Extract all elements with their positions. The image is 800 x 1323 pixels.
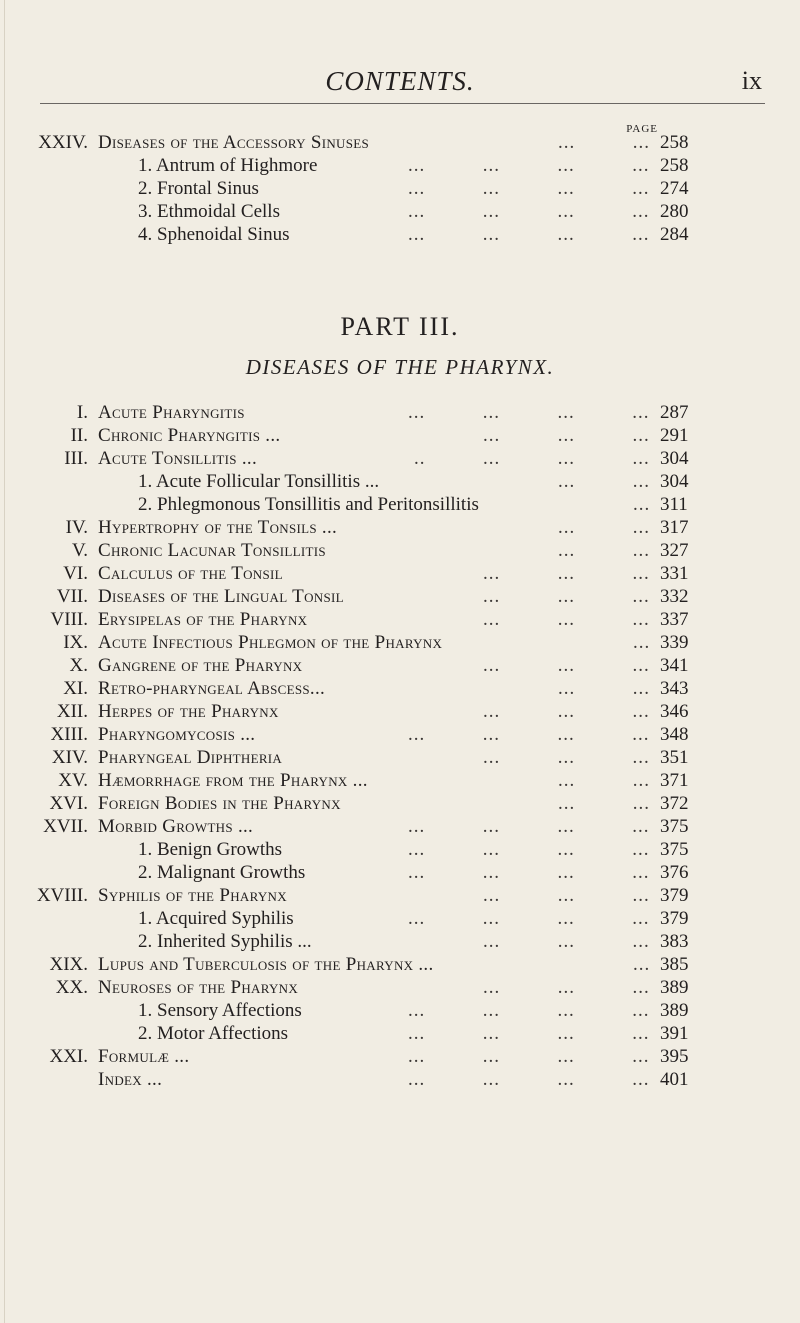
page-number: 379 [660,885,689,906]
chapter-title: Diseases of the Accessory Sinuses [98,132,370,153]
chapter-title: Erysipelas of the Pharynx [98,609,308,630]
section-title: 2. Frontal Sinus [138,178,259,199]
leader-dots: ... ... [558,793,650,814]
page-number: 385 [660,954,689,975]
chapter-title: Herpes of the Pharynx [98,701,279,722]
chapter-number: II. [70,425,88,446]
page-number: 304 [660,471,689,492]
page-number: 287 [660,402,689,423]
leader-dots: ... [633,494,651,515]
leader-dots: ... ... ... [483,977,650,998]
page-number: 391 [660,1023,689,1044]
chapter-number: IV. [65,517,88,538]
toc-entry [0,224,800,250]
page-number: 341 [660,655,689,676]
chapter-title: Acute Pharyngitis [98,402,245,423]
page-number: 372 [660,793,689,814]
chapter-number: XIV. [51,747,88,768]
section-title: 1. Acquired Syphilis [138,908,294,929]
page-number: 327 [660,540,689,561]
chapter-title: Hæmorrhage from the Pharynx ... [98,770,368,791]
chapter-number: XXIV. [38,132,88,153]
section-title: 2. Phlegmonous Tonsillitis and Peritonsillitis [138,494,479,515]
page-number: 311 [660,494,688,515]
leader-dots: ... ... ... [483,885,650,906]
leader-dots: ... ... ... ... [408,178,650,199]
leader-dots: ... [633,954,651,975]
chapter-number: VI. [63,563,88,584]
running-header-title: CONTENTS. [325,66,475,96]
chapter-number: XI. [63,678,88,699]
leader-dots: ... ... ... ... [408,402,650,423]
chapter-number: V. [71,540,88,561]
page-number: 346 [660,701,689,722]
leader-dots: ... ... ... ... [408,816,650,837]
page-number: 389 [660,1000,689,1021]
leader-dots: ... ... [558,471,650,492]
page-number: 274 [660,178,689,199]
chapter-title: Acute Tonsillitis ... [98,448,258,469]
chapter-title: Retro-pharyngeal Abscess... [98,678,326,699]
section-title: 1. Sensory Affections [138,1000,302,1021]
section-title: 1. Antrum of Highmore [138,155,318,176]
chapter-title: Morbid Growths ... [98,816,254,837]
page-number: 383 [660,931,689,952]
leader-dots: ... ... ... [483,425,650,446]
page-number: 258 [660,132,689,153]
leader-dots: ... ... ... ... [408,1069,650,1090]
part-heading: PART III. [340,312,460,341]
leader-dots: ... ... ... ... [408,1000,650,1021]
chapter-title: Gangrene of the Pharynx [98,655,303,676]
chapter-title: Formulæ ... [98,1046,190,1067]
chapter-title: Chronic Lacunar Tonsillitis [98,540,326,561]
leader-dots: ... ... [558,540,650,561]
page-column-label: PAGE [626,123,658,135]
leader-dots: ... ... ... ... [408,224,650,245]
page-number: 389 [660,977,689,998]
section-title: 3. Ethmoidal Cells [138,201,280,222]
page-number: 284 [660,224,689,245]
page-number: 343 [660,678,689,699]
toc-entry [0,1069,800,1095]
chapter-title: Acute Infectious Phlegmon of the Pharynx [98,632,443,653]
page-number: 332 [660,586,689,607]
page-number: 379 [660,908,689,929]
page-number: 331 [660,563,689,584]
chapter-number: XX. [55,977,88,998]
header-rule [40,103,765,104]
leader-dots: ... ... ... ... [408,839,650,860]
leader-dots: ... ... ... [483,931,650,952]
section-title: 1. Benign Growths [138,839,283,860]
leader-dots: ... [633,632,651,653]
section-title: 4. Sphenoidal Sinus [138,224,290,245]
chapter-title: Foreign Bodies in the Pharynx [98,793,341,814]
page-number: 304 [660,448,689,469]
page-number: 291 [660,425,689,446]
chapter-number: VIII. [50,609,88,630]
section-title: 2. Malignant Growths [138,862,306,883]
chapter-number: XIX. [49,954,88,975]
chapter-number: I. [76,402,88,423]
chapter-title: Syphilis of the Pharynx [98,885,287,906]
leader-dots: ... ... ... ... [408,201,650,222]
page-number: 375 [660,839,689,860]
chapter-title: Pharyngomycosis ... [98,724,256,745]
leader-dots: ... ... ... ... [408,155,650,176]
page-number: 337 [660,609,689,630]
chapter-number: III. [64,448,88,469]
chapter-title: Calculus of the Tonsil [98,563,283,584]
part-subheading: DISEASES OF THE PHARYNX. [245,355,555,379]
chapter-number: VII. [56,586,88,607]
leader-dots: ... ... [558,132,650,153]
leader-dots: ... ... ... ... [408,908,650,929]
leader-dots: ... ... ... [483,586,650,607]
page-number: 375 [660,816,689,837]
page-number: 339 [660,632,689,653]
chapter-title: Chronic Pharyngitis ... [98,425,281,446]
leader-dots: ... ... ... [483,701,650,722]
leader-dots: ... ... [558,770,650,791]
leader-dots: ... ... ... ... [408,862,650,883]
section-title: 2. Inherited Syphilis ... [138,931,312,952]
chapter-number: IX. [63,632,88,653]
leader-dots: ... ... ... ... [408,1046,650,1067]
page-number: 258 [660,155,689,176]
chapter-number: X. [69,655,88,676]
page-number: 376 [660,862,689,883]
chapter-number: XV. [58,770,88,791]
section-title: 2. Motor Affections [138,1023,289,1044]
leader-dots: ... ... [558,678,650,699]
chapter-number: XVII. [43,816,88,837]
leader-dots: ... ... ... [483,609,650,630]
page-number: 348 [660,724,689,745]
chapter-number: XXI. [49,1046,88,1067]
leader-dots: ... ... ... [483,655,650,676]
chapter-title: Neuroses of the Pharynx [98,977,299,998]
page-number: 317 [660,517,689,538]
chapter-number: XIII. [50,724,88,745]
chapter-title: Diseases of the Lingual Tonsil [98,586,344,607]
leader-dots: .. ... ... ... [414,448,650,469]
chapter-number: XVIII. [36,885,88,906]
chapter-number: XII. [56,701,88,722]
chapter-title: Pharyngeal Diphtheria [98,747,283,768]
running-header-page-number: ix [741,66,762,95]
page-number: 395 [660,1046,689,1067]
chapter-number: XVI. [49,793,88,814]
page-number: 351 [660,747,689,768]
leader-dots: ... ... ... ... [408,724,650,745]
page-number: 280 [660,201,689,222]
section-title: 1. Acute Follicular Tonsillitis ... [138,471,380,492]
chapter-title: Index ... [98,1069,163,1090]
leader-dots: ... ... [558,517,650,538]
leader-dots: ... ... ... [483,563,650,584]
page-number: 371 [660,770,689,791]
page-number: 401 [660,1069,689,1090]
leader-dots: ... ... ... [483,747,650,768]
chapter-title: Lupus and Tuberculosis of the Pharynx ... [98,954,434,975]
leader-dots: ... ... ... ... [408,1023,650,1044]
chapter-title: Hypertrophy of the Tonsils ... [98,517,338,538]
